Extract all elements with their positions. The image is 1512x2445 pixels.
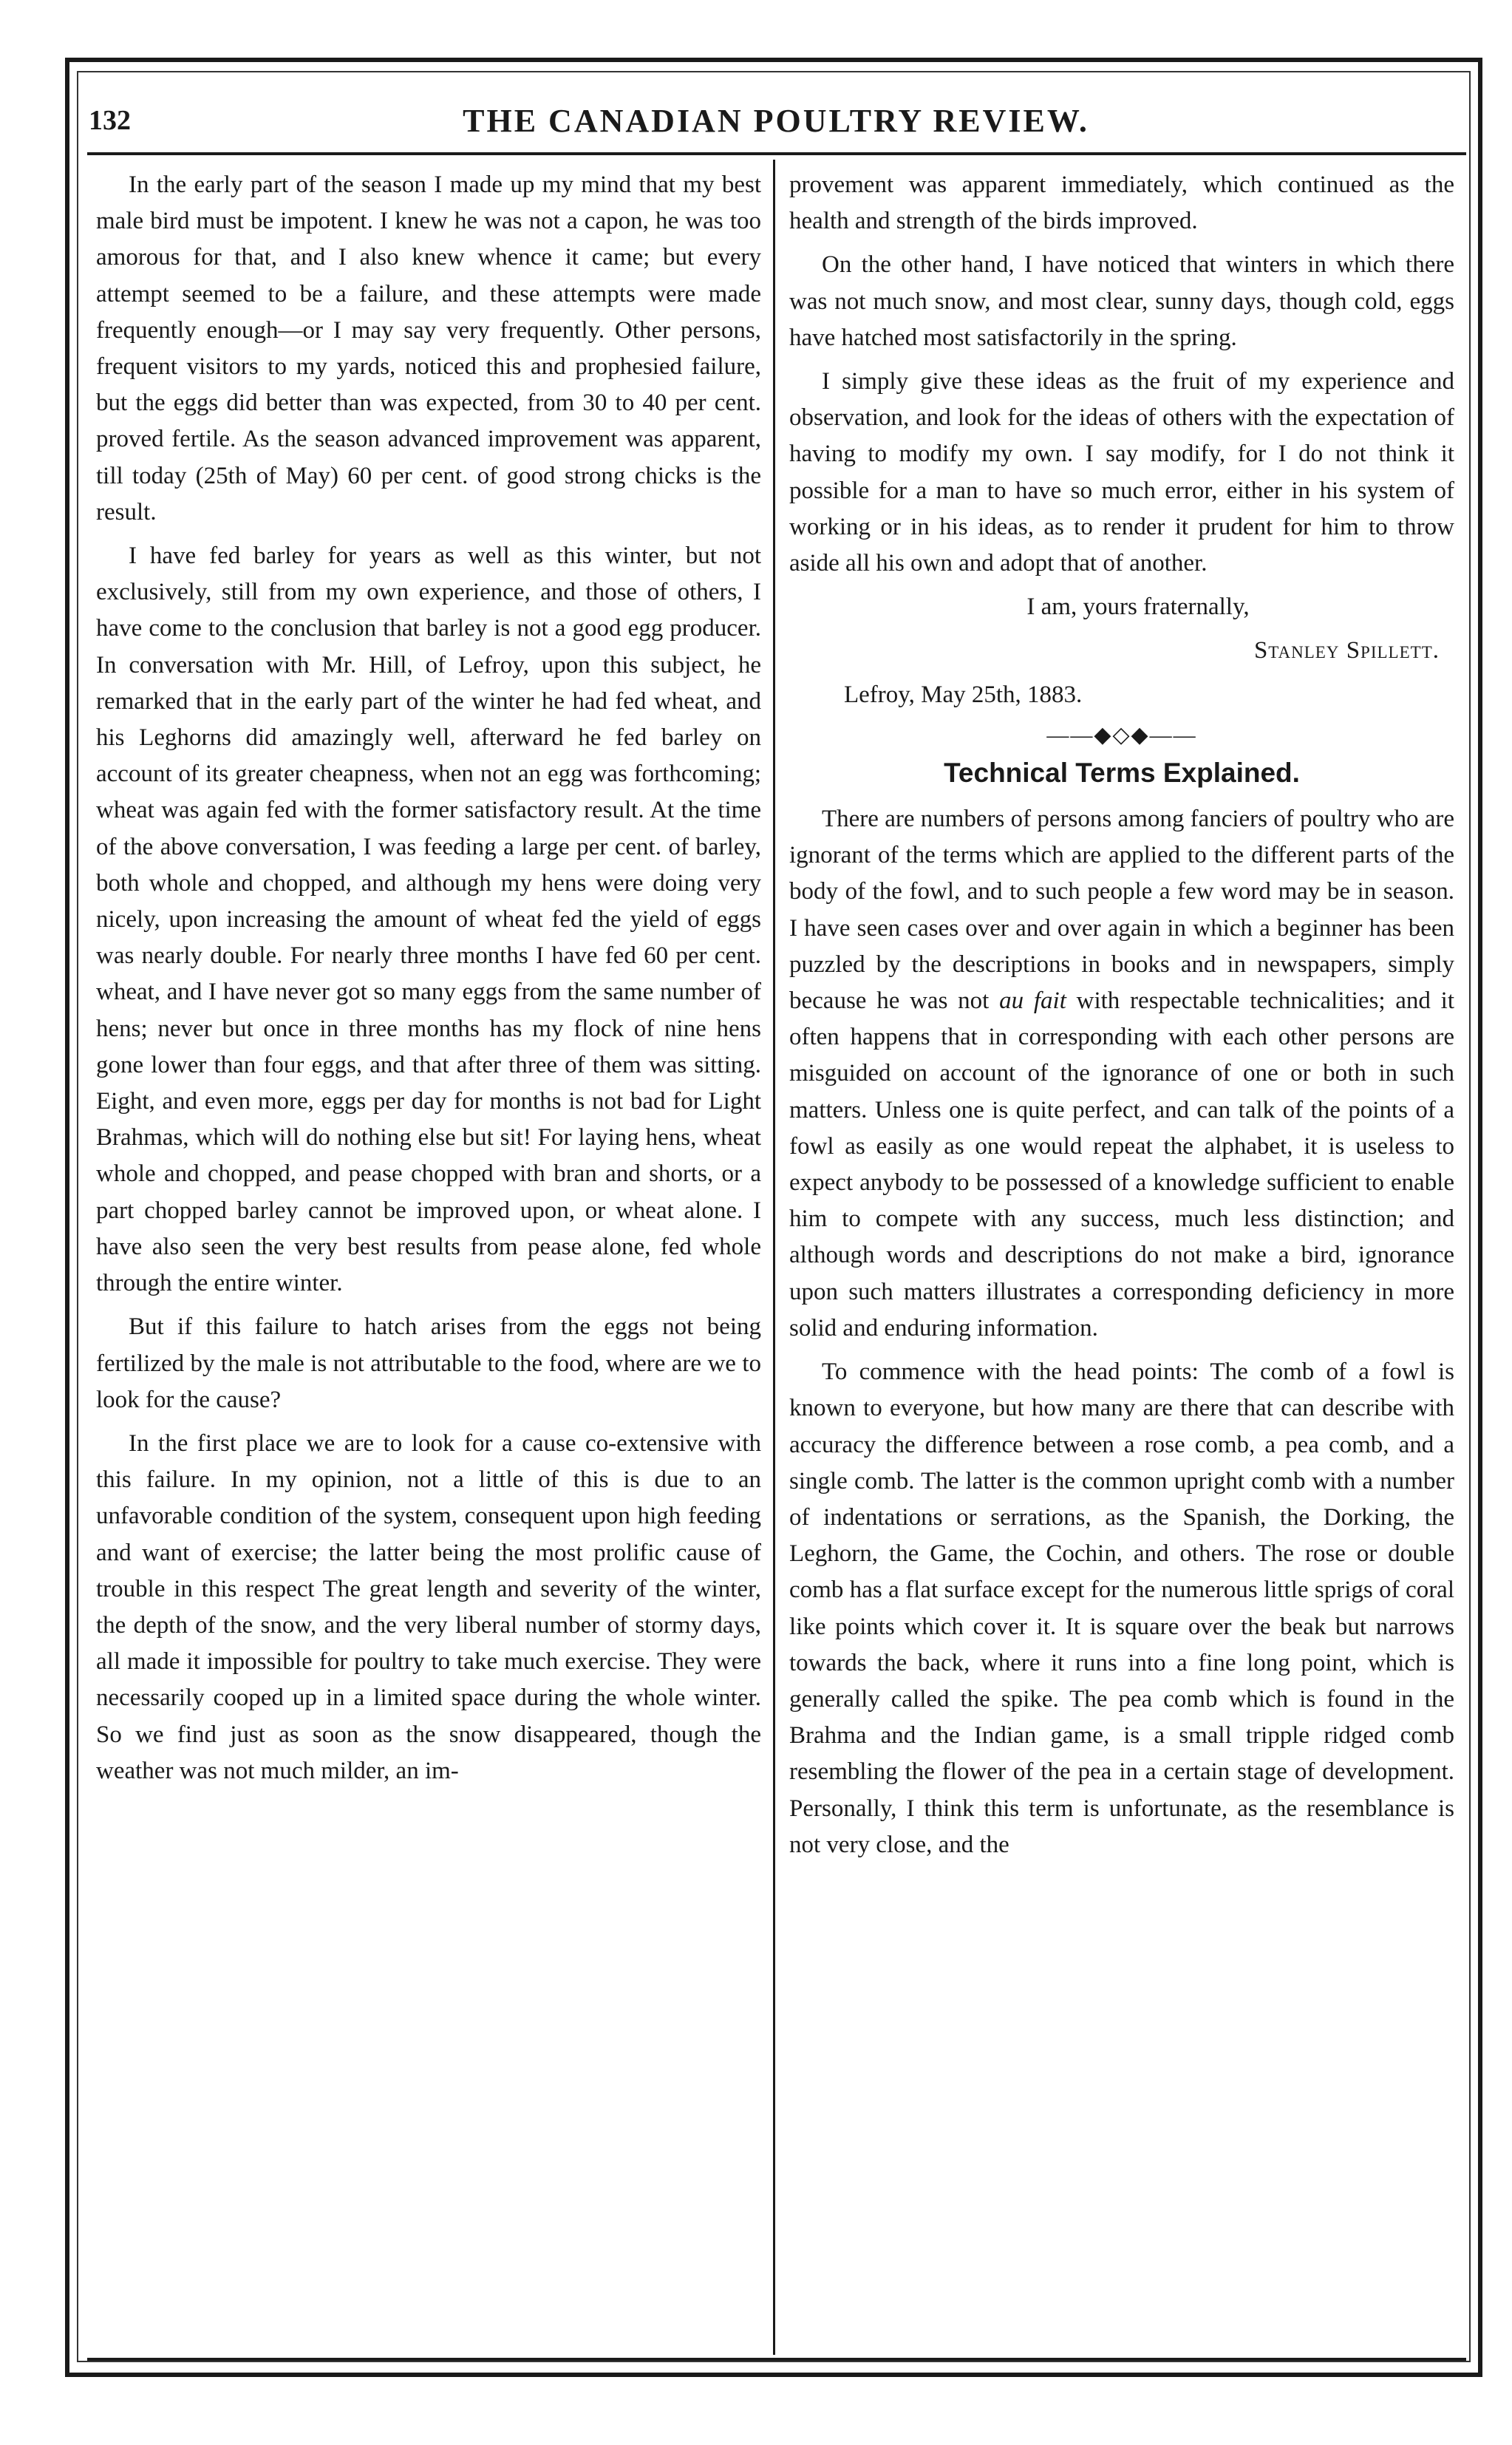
left-column (96, 167, 761, 2355)
paragraph: I simply give these ideas as the fruit of my experience and observation, and look for the ideas of others with the expectation of having to modify my own. I say modify, for I do not think it possible for a man to have so much error, either in his system of working or in his ideas, as to render it prudent for him to throw aside all his own and adopt that of another. (789, 368, 1454, 577)
letter-place-date: Lefroy, May 25th, 1883. (844, 681, 1083, 708)
section-divider-ornament: ――◆◇◆―― (1046, 722, 1197, 747)
journal-title: THE CANADIAN POULTRY REVIEW. (463, 102, 1089, 139)
letter-signature: Stanley Spillett. (1253, 637, 1440, 664)
paragraph: But if this failure to hatch arises from the eggs not being fertilized by the male is not attributable to the food, where are we to look for the cause? (96, 1313, 761, 1413)
paragraph-text: There are numbers of persons among fanciers of poultry who are ignorant of the terms which are applied to the different parts of the body of the fowl, and to such people a few word may be in season. I have seen cases over and over again in which a beginner has been puzzled by the descriptions in books and in newspapers, simply because he was not (789, 806, 1454, 1015)
column-divider (773, 160, 775, 2355)
paragraph: To commence with the head points: The comb of a fowl is known to everyone, but how many are there that can describe with accuracy the difference between a rose comb, a pea comb, and a single comb. The latter is the common upright comb with a number of indentations or serrations, as the Spanish, the Dorking, the Leghorn, the Game, the Cochin, and others. The rose or double comb has a flat surface except for the numerous little sprigs of coral like points which cover it. It is square over the beak but narrows towards the back, where it runs into a fine long point, which is generally called the spike. The pea comb which is found in the Brahma and the Indian game, is a small tripple ridged comb resembling the flower of the pea in a certain stage of development. Personally, I think this term is unfortunate, as the resemblance is not very close, and the (789, 1358, 1454, 1858)
page-number: 132 (89, 105, 131, 136)
header-rule (87, 152, 1466, 155)
paragraph (789, 801, 1454, 1347)
italic-phrase: au fait (999, 987, 1066, 1015)
paragraph: I have fed barley for years as well as this winter, but not exclusively, still from my own experience, and those of others, I have come to the conclusion that barley is not a good egg producer. In conversation with Mr. Hill, of Lefroy, upon this subject, he remarked that in the early part of the winter he had fed wheat, and his Leghorns did amazingly well, afterward he fed barley on account of its greater cheapness, when not an egg was forthcoming; wheat was again fed with the former satisfactory result. At the time of the above conversation, I was feeding a large per cent. of barley, both whole and chopped, and although my hens were doing very nicely, upon increasing the amount of wheat fed the yield of eggs was nearly double. For nearly three months I have fed 60 per cent. wheat, and I have never got so many eggs from the same number of hens; never but once in three months has my flock of nine hens gone lower than four eggs, and that after three of them was sitting. Eight, and even more, eggs per day for months is not bad for Light Brahmas, which will do nothing else but sit! For laying hens, wheat whole and chopped, and pease chopped with bran and shorts, or a part chopped barley cannot be improved upon, or wheat alone. I have also seen the very best results from pease alone, fed whole through the entire winter. (96, 543, 761, 1297)
paragraph: In the first place we are to look for a cause co-extensive with this failure. In my opinion, not a little of this is due to an unfavorable condition of the system, consequent upon high feeding and want of exercise; the latter being the most prolific cause of trouble in this respect The great length and severity of the winter, the depth of the snow, and the very liberal number of stormy days, all made it impossible for poultry to take much exercise. They were necessarily cooped up in a limited space during the whole winter. So we find just as soon as the snow disappeared, though the weather was not much milder, an im- (96, 1429, 761, 1784)
letter-signoff: I am, yours fraternally, (1026, 594, 1250, 621)
paragraph-text: with respectable technicalities; and it often happens that in corresponding with each other persons are misguided on account of the ignorance of one or both in such matters. Unless one is quite perfect, and can talk of the points of a fowl as easily as one would repeat the alphabet, it is useless to expect anybody to be possessed of a knowledge sufficient to enable him to compete with any success, much less distinction; and although words and descriptions do not make a bird, ignorance upon such matters illustrates a corresponding deficiency in more solid and enduring information. (789, 987, 1454, 1341)
bottom-rule (87, 2358, 1466, 2361)
paragraph: On the other hand, I have noticed that winters in which there was not much snow, and most clear, sunny days, though cold, eggs have hatched most satisfactorily in the spring. (789, 251, 1454, 351)
paragraph-continued: provement was apparent immediately, which continued as the health and strength of the birds improved. (789, 171, 1454, 235)
paragraph: In the early part of the season I made up my mind that my best male bird must be impotent. I knew he was not a capon, he was too amorous for that, and I also knew whence it came; but every attempt seemed to be a failure, and these attempts were made frequently enough—or I may say very frequently. Other persons, frequent visitors to my yards, noticed this and prophesied failure, but the eggs did better than was expected, from 30 to 40 per cent. proved fertile. As the season advanced improvement was apparent, till today (25th of May) 60 per cent. of good strong chicks is the result. (96, 171, 761, 526)
right-column (789, 167, 1454, 2355)
page-header (89, 95, 1463, 146)
section-title: Technical Terms Explained. (944, 757, 1300, 788)
